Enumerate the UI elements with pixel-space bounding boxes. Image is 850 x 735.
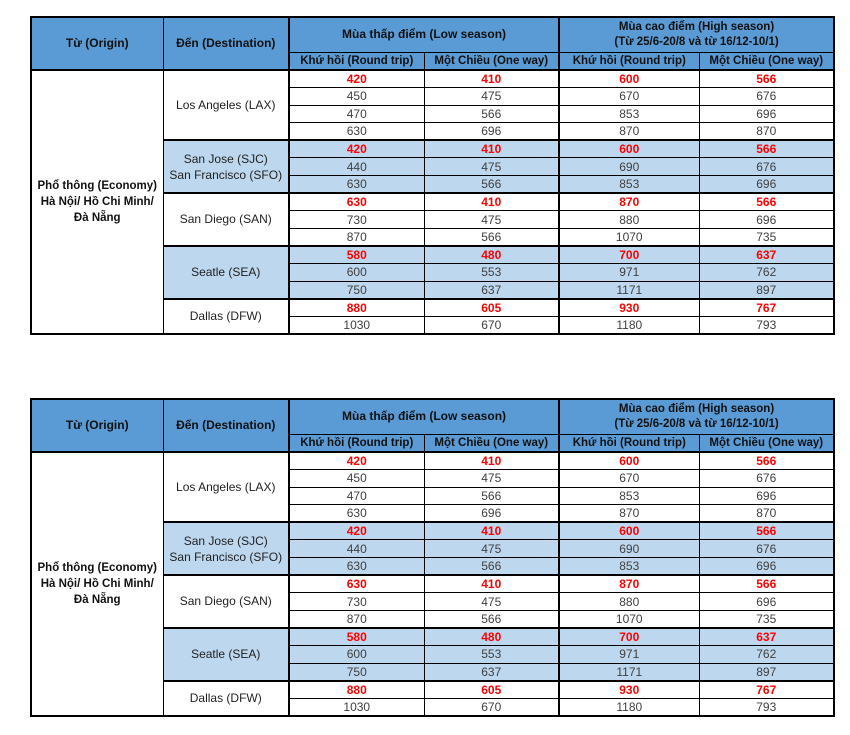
fare-cell: 880 <box>289 299 424 317</box>
fare-cell: 566 <box>424 105 559 123</box>
fare-cell: 475 <box>424 540 559 558</box>
fare-cell: 637 <box>699 246 834 264</box>
destination-cell-line: Seatle (SEA) <box>191 265 261 280</box>
fare-cell: 670 <box>559 88 699 106</box>
header-one-way-high: Một Chiều (One way) <box>699 434 834 452</box>
fare-cell: 1030 <box>289 698 424 716</box>
fare-cell: 880 <box>559 211 699 229</box>
destination-cell <box>163 522 289 575</box>
header-high-season-line2: (Từ 25/6-20/8 và từ 16/12-10/1) <box>614 417 779 430</box>
fare-cell: 1070 <box>559 228 699 246</box>
destination-cell <box>163 452 289 522</box>
fare-cell: 566 <box>699 193 834 211</box>
fare-cell: 440 <box>289 540 424 558</box>
fare-cell: 670 <box>424 316 559 334</box>
fare-cell: 637 <box>424 281 559 299</box>
origin-cell-line: Phổ thông (Economy) <box>37 561 157 574</box>
fare-cell: 1070 <box>559 610 699 628</box>
fare-cell: 600 <box>559 140 699 158</box>
fare-cell: 690 <box>559 540 699 558</box>
fare-cell: 410 <box>424 70 559 88</box>
fare-cell: 566 <box>424 176 559 194</box>
fare-cell: 630 <box>289 176 424 194</box>
fare-cell: 670 <box>424 698 559 716</box>
fare-cell: 880 <box>289 681 424 699</box>
header-one-way-high: Một Chiều (One way) <box>699 52 834 70</box>
destination-cell-line: Los Angeles (LAX) <box>176 98 276 113</box>
header-round-trip-high: Khứ hồi (Round trip) <box>559 434 699 452</box>
header-row-main <box>31 399 834 434</box>
fare-cell: 440 <box>289 158 424 176</box>
fare-cell: 670 <box>559 470 699 488</box>
fare-cell: 971 <box>559 646 699 664</box>
fare-cell: 410 <box>424 522 559 540</box>
fare-cell: 676 <box>699 158 834 176</box>
fare-cell: 853 <box>559 176 699 194</box>
fare-cell: 630 <box>289 123 424 141</box>
fare-table-bottom <box>30 398 835 717</box>
header-high-season <box>559 17 834 52</box>
header-one-way-low: Một Chiều (One way) <box>424 434 559 452</box>
fare-cell: 870 <box>289 228 424 246</box>
header-high-season <box>559 399 834 434</box>
header-high-season-line2: (Từ 25/6-20/8 và từ 16/12-10/1) <box>614 35 779 48</box>
header-low-season: Mùa thấp điểm (Low season) <box>289 399 559 434</box>
origin-cell-line: Đà Nẵng <box>73 212 121 224</box>
fare-cell: 880 <box>559 593 699 611</box>
fare-cell: 450 <box>289 470 424 488</box>
fare-cell: 600 <box>559 522 699 540</box>
header-round-trip-high: Khứ hồi (Round trip) <box>559 52 699 70</box>
fare-cell: 735 <box>699 228 834 246</box>
fare-cell: 630 <box>289 193 424 211</box>
fare-cell: 637 <box>699 628 834 646</box>
header-origin: Từ (Origin) <box>31 399 163 452</box>
header-round-trip-low: Khứ hồi (Round trip) <box>289 52 424 70</box>
fare-cell: 566 <box>424 228 559 246</box>
destination-cell <box>163 299 289 334</box>
fare-cell: 897 <box>699 663 834 681</box>
destination-cell <box>163 70 289 140</box>
origin-cell-line: Hà Nội/ Hồ Chi Minh/ <box>40 577 154 590</box>
fare-cell: 735 <box>699 610 834 628</box>
fare-cell: 700 <box>559 246 699 264</box>
destination-cell <box>163 628 289 681</box>
fare-cell: 630 <box>289 558 424 576</box>
destination-cell-line: San Diego (SAN) <box>179 212 272 227</box>
fare-cell: 676 <box>699 540 834 558</box>
fare-cell: 580 <box>289 628 424 646</box>
destination-cell-line: San Francisco (SFO) <box>169 167 283 182</box>
destination-cell-line: San Diego (SAN) <box>179 594 272 609</box>
fare-cell: 566 <box>699 70 834 88</box>
fare-cell: 480 <box>424 628 559 646</box>
fare-table <box>30 398 835 717</box>
header-one-way-low: Một Chiều (One way) <box>424 52 559 70</box>
header-round-trip-low: Khứ hồi (Round trip) <box>289 434 424 452</box>
fare-cell: 566 <box>699 452 834 470</box>
header-origin: Từ (Origin) <box>31 17 163 70</box>
fare-cell: 600 <box>289 264 424 282</box>
fare-cell: 420 <box>289 140 424 158</box>
fare-cell: 676 <box>699 470 834 488</box>
fare-cell: 566 <box>699 140 834 158</box>
fare-cell: 750 <box>289 281 424 299</box>
fare-cell: 696 <box>699 211 834 229</box>
fare-cell: 410 <box>424 140 559 158</box>
header-high-season-line1: Mùa cao điểm (High season) <box>618 403 775 416</box>
fare-cell: 696 <box>424 123 559 141</box>
fare-cell: 420 <box>289 452 424 470</box>
fare-cell: 930 <box>559 681 699 699</box>
fare-cell: 600 <box>559 70 699 88</box>
fare-cell: 1180 <box>559 698 699 716</box>
fare-cell: 410 <box>424 575 559 593</box>
fare-table-body <box>31 70 834 334</box>
fare-cell: 475 <box>424 211 559 229</box>
destination-cell <box>163 575 289 628</box>
fare-cell: 690 <box>559 158 699 176</box>
fare-cell: 630 <box>289 575 424 593</box>
origin-cell-line: Phổ thông (Economy) <box>37 179 157 192</box>
destination-cell-line: Dallas (DFW) <box>189 691 262 706</box>
origin-cell-line: Đà Nẵng <box>73 594 121 606</box>
fare-cell: 700 <box>559 628 699 646</box>
fare-cell: 696 <box>699 105 834 123</box>
destination-cell-line: San Jose (SJC) <box>183 533 268 548</box>
fare-cell: 605 <box>424 299 559 317</box>
fare-cell: 420 <box>289 522 424 540</box>
fare-cell: 696 <box>699 593 834 611</box>
fare-cell: 853 <box>559 105 699 123</box>
fare-cell: 730 <box>289 593 424 611</box>
fare-cell: 580 <box>289 246 424 264</box>
header-destination: Đến (Destination) <box>163 399 289 452</box>
fare-cell: 767 <box>699 681 834 699</box>
fare-row <box>31 452 834 470</box>
origin-cell <box>31 452 163 716</box>
fare-cell: 1171 <box>559 663 699 681</box>
fare-cell: 475 <box>424 88 559 106</box>
destination-cell <box>163 681 289 716</box>
fare-table-top <box>30 16 835 335</box>
fare-cell: 410 <box>424 452 559 470</box>
fare-cell: 696 <box>424 505 559 523</box>
fare-cell: 566 <box>424 487 559 505</box>
fare-cell: 470 <box>289 105 424 123</box>
fare-cell: 750 <box>289 663 424 681</box>
fare-cell: 793 <box>699 316 834 334</box>
fare-cell: 793 <box>699 698 834 716</box>
fare-cell: 605 <box>424 681 559 699</box>
fare-cell: 971 <box>559 264 699 282</box>
fare-cell: 696 <box>699 176 834 194</box>
fare-cell: 897 <box>699 281 834 299</box>
fare-cell: 870 <box>559 123 699 141</box>
fare-cell: 762 <box>699 264 834 282</box>
fare-cell: 762 <box>699 646 834 664</box>
fare-row <box>31 70 834 88</box>
fare-cell: 475 <box>424 158 559 176</box>
fare-cell: 470 <box>289 487 424 505</box>
fare-cell: 630 <box>289 505 424 523</box>
fare-table-body <box>31 452 834 716</box>
fare-cell: 696 <box>699 558 834 576</box>
destination-cell-line: Dallas (DFW) <box>189 309 262 324</box>
destination-cell-line: Seatle (SEA) <box>191 647 261 662</box>
fare-cell: 696 <box>699 487 834 505</box>
fare-cell: 1171 <box>559 281 699 299</box>
fare-cell: 553 <box>424 646 559 664</box>
header-high-season-line1: Mùa cao điểm (High season) <box>618 21 775 34</box>
fare-cell: 870 <box>699 123 834 141</box>
fare-cell: 566 <box>699 522 834 540</box>
fare-table <box>30 16 835 335</box>
origin-cell-line: Hà Nội/ Hồ Chi Minh/ <box>40 195 154 208</box>
fare-cell: 870 <box>559 575 699 593</box>
header-low-season: Mùa thấp điểm (Low season) <box>289 17 559 52</box>
fare-cell: 566 <box>424 610 559 628</box>
fare-cell: 566 <box>424 558 559 576</box>
destination-cell <box>163 193 289 246</box>
fare-cell: 480 <box>424 246 559 264</box>
fare-cell: 637 <box>424 663 559 681</box>
fare-cell: 853 <box>559 487 699 505</box>
origin-cell <box>31 70 163 334</box>
fare-cell: 450 <box>289 88 424 106</box>
destination-cell <box>163 246 289 299</box>
destination-cell-line: San Francisco (SFO) <box>169 549 283 564</box>
fare-cell: 676 <box>699 88 834 106</box>
fare-cell: 1180 <box>559 316 699 334</box>
fare-cell: 767 <box>699 299 834 317</box>
fare-cell: 1030 <box>289 316 424 334</box>
fare-cell: 853 <box>559 558 699 576</box>
fare-cell: 870 <box>699 505 834 523</box>
fare-cell: 600 <box>289 646 424 664</box>
fare-cell: 730 <box>289 211 424 229</box>
fare-cell: 600 <box>559 452 699 470</box>
header-destination: Đến (Destination) <box>163 17 289 70</box>
destination-cell-line: Los Angeles (LAX) <box>176 480 276 495</box>
destination-cell-line: San Jose (SJC) <box>183 151 268 166</box>
fare-cell: 870 <box>289 610 424 628</box>
fare-cell: 930 <box>559 299 699 317</box>
fare-cell: 410 <box>424 193 559 211</box>
fare-cell: 870 <box>559 505 699 523</box>
fare-cell: 420 <box>289 70 424 88</box>
fare-cell: 870 <box>559 193 699 211</box>
header-row-main <box>31 17 834 52</box>
fare-cell: 475 <box>424 593 559 611</box>
destination-cell <box>163 140 289 193</box>
fare-cell: 475 <box>424 470 559 488</box>
fare-cell: 566 <box>699 575 834 593</box>
fare-cell: 553 <box>424 264 559 282</box>
